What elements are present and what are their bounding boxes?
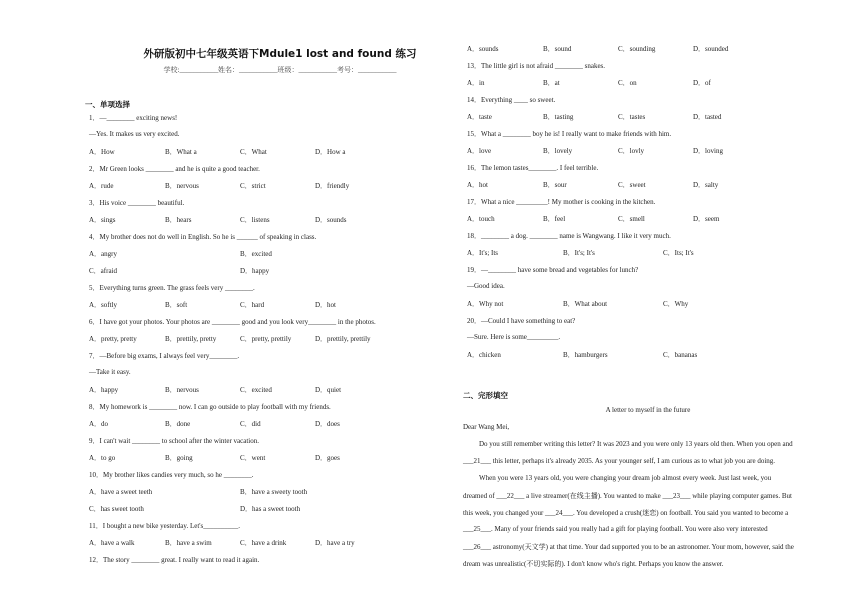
- option-row: [85, 181, 475, 191]
- answer-option[interactable]: B．feel: [543, 215, 566, 223]
- option-row: [463, 248, 833, 258]
- answer-option[interactable]: A．taste: [467, 113, 492, 121]
- answer-option[interactable]: C．bananas: [663, 351, 698, 359]
- answer-option[interactable]: C．listens: [240, 216, 270, 224]
- student-info-line: 学校:___________姓名：___________班级：___________考号：___________: [163, 66, 397, 74]
- question-stem: 18．________ a dog. ________ name is Wangwang. I like it very much.: [467, 232, 671, 240]
- letter-line: this week, you changed your ___24___. You developed a crush(迷恋) on football. You said you wanted to become a: [463, 509, 789, 517]
- answer-option[interactable]: A．have a walk: [89, 539, 135, 547]
- answer-option[interactable]: C．went: [240, 454, 266, 462]
- question-stem: 8．My homework is ________ now. I can go outside to play football with my friends.: [89, 403, 331, 411]
- answer-option[interactable]: B．nervous: [165, 386, 199, 394]
- option-row: [463, 146, 833, 156]
- answer-option[interactable]: A．Why not: [467, 300, 504, 308]
- answer-option[interactable]: D．have a try: [315, 539, 355, 547]
- answer-option[interactable]: B．going: [165, 454, 193, 462]
- answer-option[interactable]: C．did: [240, 420, 261, 428]
- answer-option[interactable]: A．sings: [89, 216, 116, 224]
- answer-option[interactable]: D．quiet: [315, 386, 342, 394]
- letter-greeting: Dear Wang Mei,: [463, 423, 510, 431]
- answer-option[interactable]: B．have a sweety tooth: [240, 488, 308, 496]
- answer-option[interactable]: C．lovly: [618, 147, 645, 155]
- question-stem: 5．Everything turns green. The grass feels very ________.: [89, 284, 255, 292]
- question-stem: 19．—________ have some bread and vegetables for lunch?: [467, 266, 639, 274]
- answer-option[interactable]: A．rude: [89, 182, 114, 190]
- option-row: [85, 215, 475, 225]
- option-row: [85, 453, 475, 463]
- answer-option[interactable]: A．do: [89, 420, 109, 428]
- answer-option[interactable]: C．sounding: [618, 45, 656, 53]
- answer-option[interactable]: A．hot: [467, 181, 488, 189]
- option-row: [85, 419, 475, 429]
- question-stem: 16．The lemon tastes________. I feel terrible.: [467, 164, 599, 172]
- answer-option[interactable]: A．It's; Its: [467, 249, 499, 257]
- answer-option[interactable]: B．soft: [165, 301, 188, 309]
- answer-option[interactable]: B．hears: [165, 216, 192, 224]
- answer-option[interactable]: D．happy: [240, 267, 270, 275]
- option-row: [85, 147, 475, 157]
- answer-option[interactable]: B．What about: [563, 300, 608, 308]
- section-heading-multiple-choice: 一、单项选择: [85, 100, 130, 109]
- option-row: [463, 299, 833, 309]
- answer-option[interactable]: D．has a sweet tooth: [240, 505, 301, 513]
- option-row: [85, 538, 475, 548]
- answer-option[interactable]: D．of: [693, 79, 711, 87]
- letter-line: dreamed of ___22___ a live streamer(在线主播). You wanted to make ___23___ while playing computer games. But: [463, 492, 792, 500]
- question-stem: 14．Everything ____ so sweet.: [467, 96, 556, 104]
- answer-option[interactable]: D．How a: [315, 148, 346, 156]
- option-row: [463, 180, 833, 190]
- letter-title: A letter to myself in the future: [605, 406, 691, 414]
- answer-option[interactable]: B．have a swim: [165, 539, 212, 547]
- question-stem: 13．The little girl is not afraid ________ snakes.: [467, 62, 606, 70]
- option-row: [463, 350, 833, 360]
- answer-option[interactable]: A．softly: [89, 301, 117, 309]
- answer-option[interactable]: B．tasting: [543, 113, 574, 121]
- answer-option[interactable]: B．What a: [165, 148, 197, 156]
- section-heading-cloze: 二、完形填空: [463, 391, 508, 400]
- question-stem: 6．I have got your photos. Your photos are ________ good and you look very________ in the photos.: [89, 318, 376, 326]
- option-row: [85, 504, 475, 514]
- letter-line: ___26___ astronomy(天文学) at that time. Your dad supported you to be an astronomer. Your mom, however, said the: [463, 543, 794, 551]
- answer-option[interactable]: D．sounded: [693, 45, 729, 53]
- question-stem: 11．I bought a new bike yesterday. Let's__________.: [89, 522, 241, 530]
- answer-option[interactable]: A．have a sweet teeth: [89, 488, 153, 496]
- question-stem: 1．—________ exciting news!: [89, 114, 178, 122]
- answer-option[interactable]: D．does: [315, 420, 340, 428]
- answer-option[interactable]: A．How: [89, 148, 115, 156]
- answer-option[interactable]: D．seem: [693, 215, 720, 223]
- letter-line: Do you still remember writing this letter? It was 2023 and you were only 13 years old then. When you open and: [479, 440, 793, 448]
- answer-option[interactable]: A．angry: [89, 250, 117, 258]
- answer-option[interactable]: A．in: [467, 79, 485, 87]
- option-row: [85, 487, 475, 497]
- answer-option[interactable]: A．sounds: [467, 45, 499, 53]
- answer-option[interactable]: B．done: [165, 420, 191, 428]
- answer-option[interactable]: C．tastes: [618, 113, 646, 121]
- option-row: [463, 44, 833, 54]
- answer-option[interactable]: A．love: [467, 147, 492, 155]
- answer-option[interactable]: C．pretty, prettily: [240, 335, 292, 343]
- question-stem: —Yes. It makes us very excited.: [89, 130, 180, 138]
- question-stem: 2．Mr Green looks ________ and he is quite a good teacher.: [89, 165, 260, 173]
- answer-option[interactable]: C．smell: [618, 215, 645, 223]
- letter-line: ___25___. Many of your friends said you really had a gift for playing football. You were also very interested: [463, 525, 768, 533]
- left-page: [85, 0, 475, 608]
- answer-option[interactable]: C．sweet: [618, 181, 646, 189]
- answer-option[interactable]: C．has sweet tooth: [89, 505, 144, 513]
- answer-option[interactable]: C．What: [240, 148, 267, 156]
- answer-option[interactable]: B．hamburgers: [563, 351, 608, 359]
- question-stem: 7．—Before big exams, I always feel very________.: [89, 352, 240, 360]
- answer-option[interactable]: A．touch: [467, 215, 495, 223]
- question-stem: —Sure. Here is some_________.: [467, 333, 561, 341]
- answer-option[interactable]: A．chicken: [467, 351, 501, 359]
- answer-option[interactable]: C．afraid: [89, 267, 117, 275]
- answer-option[interactable]: D．hot: [315, 301, 336, 309]
- option-row: [85, 249, 475, 259]
- right-page: [463, 0, 833, 608]
- answer-option[interactable]: D．loving: [693, 147, 723, 155]
- question-stem: 17．What a nice _________! My mother is cooking in the kitchen.: [467, 198, 656, 206]
- answer-option[interactable]: B．prettily, pretty: [165, 335, 217, 343]
- answer-option[interactable]: B．It's; It's: [563, 249, 595, 257]
- option-row: [85, 266, 475, 276]
- letter-line: dream was unrealistic(不切实际的). I don't know who's right. Perhaps you know the answer.: [463, 560, 724, 568]
- question-stem: 12．The story ________ great. I really want to read it again.: [89, 556, 260, 564]
- answer-option[interactable]: C．excited: [240, 386, 272, 394]
- option-row: [463, 112, 833, 122]
- question-stem: —Good idea.: [467, 282, 505, 290]
- answer-option[interactable]: C．Its; It's: [663, 249, 694, 257]
- answer-option[interactable]: C．on: [618, 79, 637, 87]
- answer-option[interactable]: D．goes: [315, 454, 340, 462]
- answer-option[interactable]: D．prettily, prettily: [315, 335, 371, 343]
- answer-option[interactable]: B．sour: [543, 181, 567, 189]
- answer-option[interactable]: B．excited: [240, 250, 272, 258]
- question-stem: 3．His voice ________ beautiful.: [89, 199, 185, 207]
- option-row: [85, 300, 475, 310]
- answer-option[interactable]: B．lovely: [543, 147, 573, 155]
- question-stem: 9．I can't wait ________ to school after the winter vacation.: [89, 437, 259, 445]
- letter-line: When you were 13 years old, you were changing your dream job almost every week. Just last week, you: [479, 474, 772, 482]
- answer-option[interactable]: D．tasted: [693, 113, 722, 121]
- question-stem: 20．—Could I have something to eat?: [467, 317, 576, 325]
- question-stem: 10．My brother likes candies very much, so he ________.: [89, 471, 254, 479]
- answer-option[interactable]: C．strict: [240, 182, 266, 190]
- answer-option[interactable]: B．sound: [543, 45, 572, 53]
- answer-option[interactable]: A．pretty, pretty: [89, 335, 137, 343]
- option-row: [85, 385, 475, 395]
- answer-option[interactable]: A．happy: [89, 386, 119, 394]
- question-stem: 4．My brother does not do well in English. So he is ______ of speaking in class.: [89, 233, 317, 241]
- letter-line: ___21___ this letter, perhaps it's already 2035. As your younger self, I am curious as to what job you are doing.: [463, 457, 776, 465]
- option-row: [85, 334, 475, 344]
- page-title: 外研版初中七年级英语下Mdule1 lost and found 练习: [143, 48, 417, 60]
- option-row: [463, 214, 833, 224]
- option-row: [463, 78, 833, 88]
- answer-option[interactable]: D．friendly: [315, 182, 350, 190]
- question-stem: 15．What a ________ boy he is! I really want to make friends with him.: [467, 130, 672, 138]
- answer-option[interactable]: B．at: [543, 79, 560, 87]
- question-stem: —Take it easy.: [89, 368, 131, 376]
- answer-option[interactable]: D．salty: [693, 181, 719, 189]
- answer-option[interactable]: C．have a drink: [240, 539, 287, 547]
- answer-option[interactable]: C．hard: [240, 301, 265, 309]
- answer-option[interactable]: C．Why: [663, 300, 689, 308]
- answer-option[interactable]: A．to go: [89, 454, 116, 462]
- answer-option[interactable]: D．sounds: [315, 216, 347, 224]
- answer-option[interactable]: B．nervous: [165, 182, 199, 190]
